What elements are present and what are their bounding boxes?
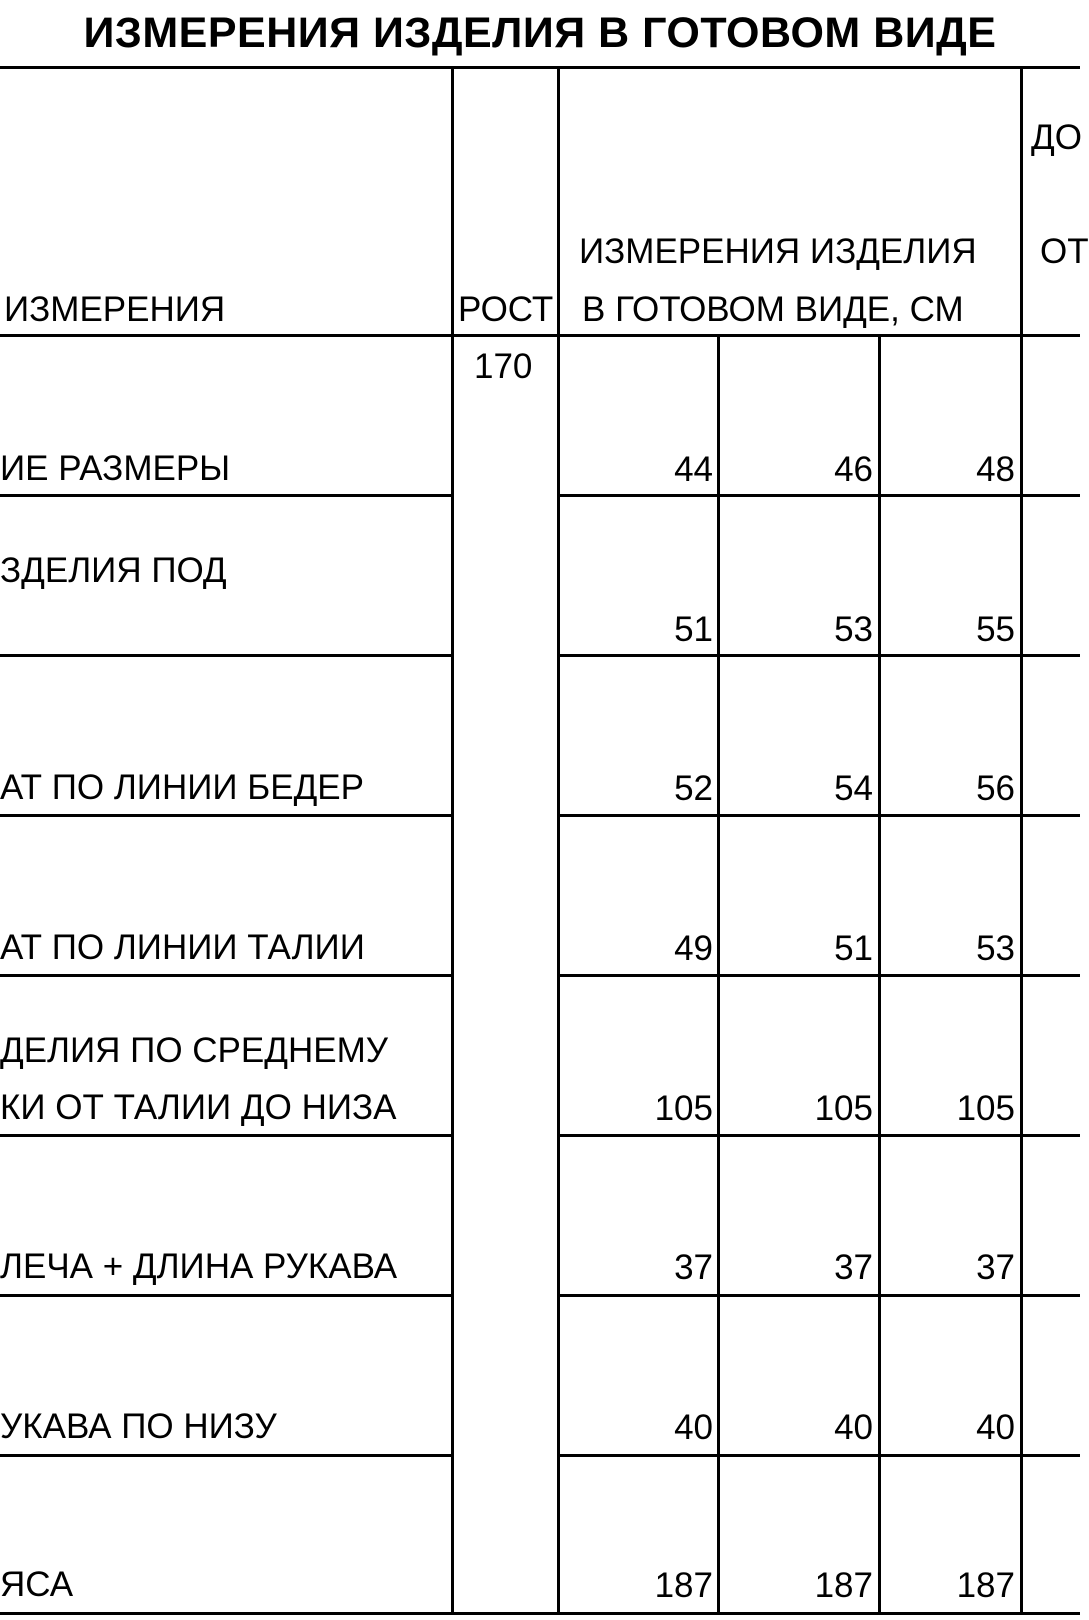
size-value: 37	[834, 1248, 873, 1287]
grid-line	[558, 974, 1080, 977]
grid-line	[0, 66, 1080, 69]
size-value: 52	[674, 769, 713, 808]
grid-line	[0, 1294, 452, 1297]
grid-line	[1020, 66, 1023, 1615]
table-title: ИЗМЕРЕНИЯ ИЗДЕЛИЯ В ГОТОВОМ ВИДЕ	[83, 9, 997, 57]
header-sizes-line1: ИЗМЕРЕНИЯ ИЗДЕЛИЯ	[579, 232, 977, 271]
size-value: 51	[674, 610, 713, 649]
size-value: 40	[674, 1408, 713, 1447]
size-value: 54	[834, 769, 873, 808]
size-value: 105	[654, 1089, 713, 1128]
size-value: 187	[654, 1566, 713, 1605]
size-value: 187	[814, 1566, 873, 1605]
row-label: АТ ПО ЛИНИИ БЕДЕР	[0, 768, 364, 807]
row-label: ДЕЛИЯ ПО СРЕДНЕМУ	[0, 1031, 388, 1070]
grid-line	[557, 66, 560, 1615]
size-value: 51	[834, 929, 873, 968]
size-value: 53	[834, 610, 873, 649]
size-value: 37	[674, 1248, 713, 1287]
grid-line	[717, 334, 720, 1615]
size-value: 44	[674, 450, 713, 489]
grid-line	[558, 1294, 1080, 1297]
grid-line	[878, 334, 881, 1615]
row-label: АТ ПО ЛИНИИ ТАЛИИ	[0, 928, 365, 967]
grid-line	[0, 1612, 1080, 1615]
grid-line	[0, 1454, 452, 1457]
size-value: 56	[976, 769, 1015, 808]
size-value: 187	[956, 1566, 1015, 1605]
size-value: 40	[834, 1408, 873, 1447]
height-value: 170	[474, 347, 533, 386]
size-value: 105	[814, 1089, 873, 1128]
size-value: 37	[976, 1248, 1015, 1287]
header-extra-line1: ДО	[1031, 118, 1082, 157]
grid-line	[0, 974, 452, 977]
grid-line	[0, 814, 452, 817]
size-value: 46	[834, 450, 873, 489]
row-label: ЛЕЧА + ДЛИНА РУКАВА	[0, 1247, 398, 1286]
grid-line	[0, 1134, 452, 1137]
grid-line	[558, 1454, 1080, 1457]
header-height: РОСТ	[458, 290, 554, 329]
size-value: 53	[976, 929, 1015, 968]
grid-line	[0, 334, 1080, 337]
size-value: 105	[956, 1089, 1015, 1128]
row-label: ЗДЕЛИЯ ПОД	[0, 551, 227, 590]
grid-line	[0, 654, 452, 657]
row-label: ЯСА	[0, 1565, 74, 1604]
size-value: 49	[674, 929, 713, 968]
grid-line	[558, 654, 1080, 657]
grid-line	[558, 814, 1080, 817]
size-value: 40	[976, 1408, 1015, 1447]
grid-line	[0, 494, 452, 497]
header-extra-line2: ОТ	[1040, 232, 1089, 271]
grid-line	[451, 66, 454, 1615]
row-label: УКАВА ПО НИЗУ	[0, 1407, 277, 1446]
header-sizes-line2: В ГОТОВОМ ВИДЕ, СМ	[582, 290, 964, 329]
grid-line	[558, 494, 1080, 497]
header-measurement: ИЗМЕРЕНИЯ	[4, 290, 226, 329]
row-label: КИ ОТ ТАЛИИ ДО НИЗА	[0, 1088, 397, 1127]
grid-line	[558, 1134, 1080, 1137]
row-label: ИЕ РАЗМЕРЫ	[0, 449, 231, 488]
size-value: 55	[976, 610, 1015, 649]
size-value: 48	[976, 450, 1015, 489]
